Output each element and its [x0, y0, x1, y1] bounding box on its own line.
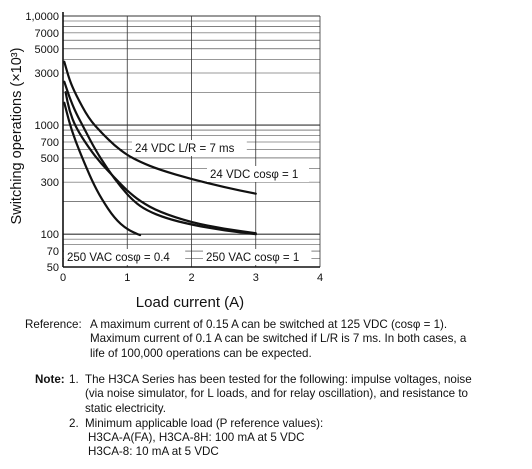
- reference-line: A maximum current of 0.15 A can be switched at 125 VDC (cosφ = 1).: [90, 318, 448, 331]
- y-tick-label: 3000: [34, 68, 59, 81]
- note-text: [85, 373, 515, 416]
- y-tick-label: 7000: [34, 27, 59, 40]
- annotation-label: 250 VAC cosφ = 0.4: [67, 252, 170, 264]
- y-tick-label: 1,0000: [25, 11, 59, 23]
- note-line: The H3CA Series has been tested for the following: impulse voltages, noise: [85, 373, 472, 386]
- notes-section: [0, 318, 532, 461]
- y-tick-label: 1000: [34, 120, 59, 133]
- note-number: 1.: [69, 373, 79, 386]
- note-number: 2.: [69, 417, 79, 430]
- y-tick-label: 700: [40, 136, 59, 149]
- annotation-label: 24 VDC cosφ = 1: [210, 169, 299, 181]
- note-line: static electricity.: [85, 401, 166, 415]
- y-tick-label: 50: [46, 262, 59, 274]
- y-axis-label: Switching operations (×10³): [9, 47, 25, 225]
- reference-block: [0, 318, 532, 361]
- x-tick-label: 4: [316, 272, 324, 284]
- x-tick-label: 1: [124, 272, 131, 284]
- min-load-line: H3CA-A(FA), H3CA-8H: 100 mA at 5 VDC: [88, 431, 305, 444]
- x-tick-label: 3: [252, 272, 259, 284]
- curve-series-1: [66, 92, 256, 233]
- y-tick-label: 70: [46, 246, 59, 259]
- x-tick-label: 0: [59, 272, 67, 284]
- y-tick-label: 5000: [34, 43, 59, 56]
- x-axis-label: Load current (A): [135, 294, 245, 311]
- note-item-2: [0, 417, 532, 461]
- reference-line: life of 100,000 operations can be expected.: [90, 346, 312, 360]
- y-tick-label: 500: [40, 152, 59, 165]
- note-text: [85, 417, 515, 431]
- note-line: Minimum applicable load (P reference values):: [85, 417, 324, 430]
- annotation-label: 250 VAC cosφ = 1: [206, 252, 300, 264]
- note-item-1: [0, 373, 532, 417]
- note-label: Note:: [35, 373, 65, 386]
- y-tick-label: 300: [40, 177, 59, 190]
- reference-text: [90, 318, 508, 361]
- min-load-line: H3CA-8: 10 mA at 5 VDC: [88, 445, 219, 458]
- annotation-label: 24 VDC L/R = 7 ms: [135, 143, 235, 155]
- reference-label: Reference:: [25, 318, 82, 331]
- curve-series-3: [64, 103, 140, 235]
- y-tick-label: 100: [40, 229, 59, 242]
- note-line: (via noise simulator, for L loads, and for relay oscillation), and resistance to: [85, 387, 468, 401]
- x-tick-label: 2: [188, 272, 195, 284]
- reference-line: Maximum current of 0.1 A can be switched if L/R is 7 ms. In both cases, a: [90, 332, 467, 346]
